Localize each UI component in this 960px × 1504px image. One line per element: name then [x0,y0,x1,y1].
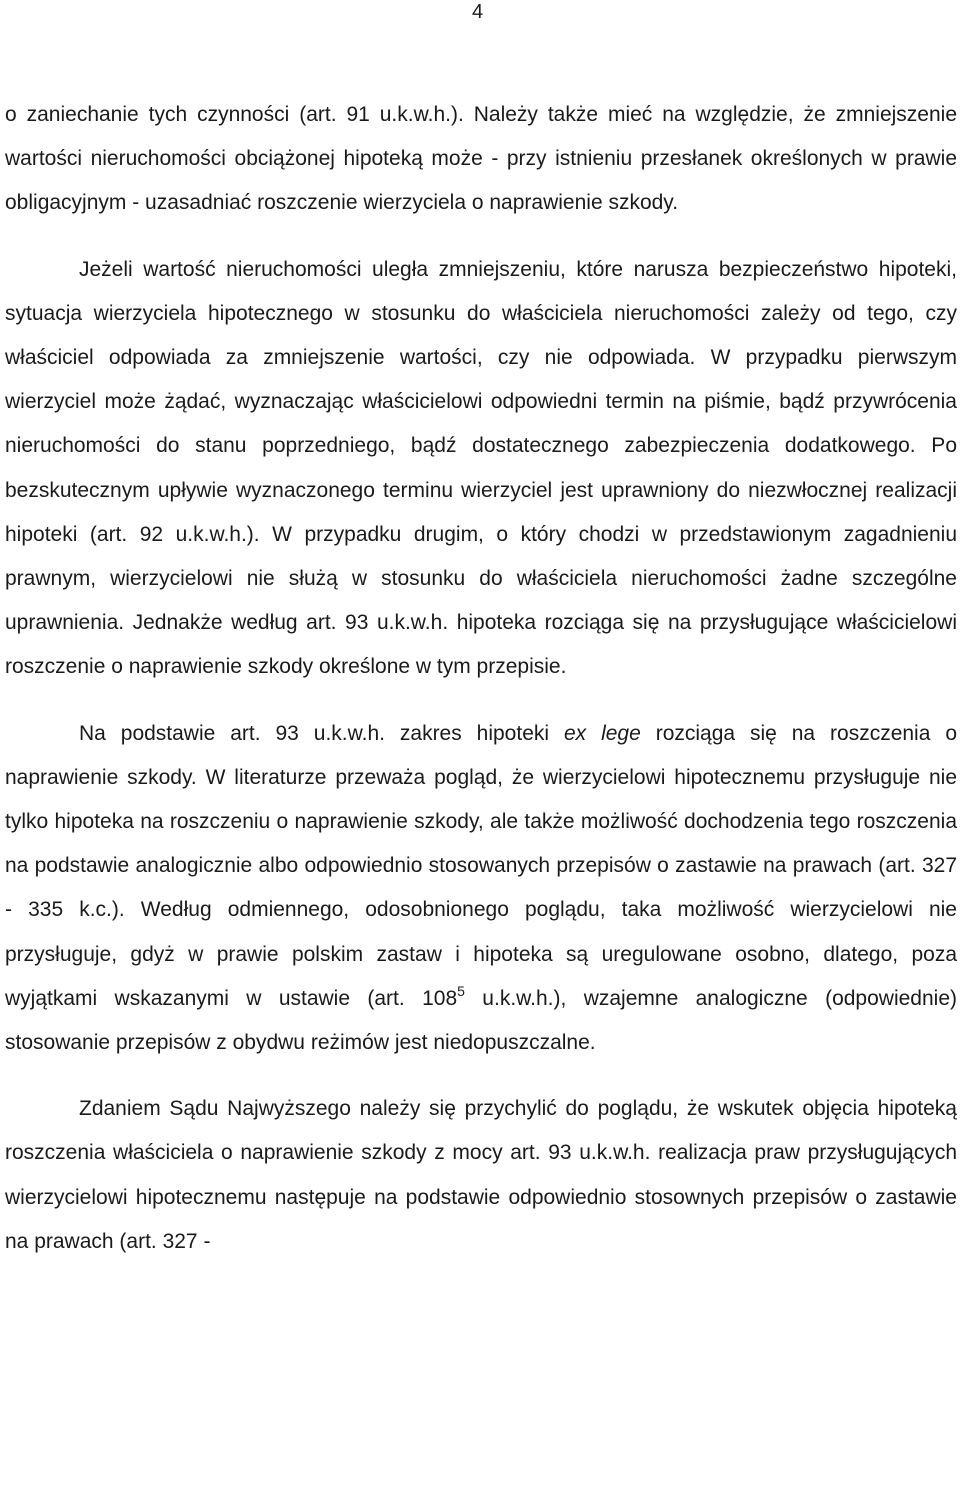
italic-ex: ex [563,721,587,745]
italic-lege: lege [601,721,641,745]
article-superscript: 5 [457,982,465,999]
document-body [5,93,957,1264]
paragraph-1: o zaniechanie tych czynności (art. 91 u.k.w.h.). Należy także mieć na względzie, że zmniejszenie wartości nieruchomości obciążonej hipoteką może - przy istnieniu przesłanek określonych w prawie obligacyjnym - uzasadniać roszczenie wierzyciela o naprawienie szkody. [5,103,957,215]
paragraph-3-text-b: rozciąga się na roszczenia o naprawienie szkody. W literaturze przeważa pogląd, że wierzycielowi hipotecznemu przysługuje nie tylko hipoteka na roszczeniu o naprawienie szkody, ale także możliwość dochodzenia tego roszczenia na podstawie analogicznie albo odpowiednio stosowanych przepisów o zastawie na prawach (art. 327 - 335 k.c.). Według odmiennego, odosobnionego poglądu, taka możliwość wierzycielowi nie przysługuje, gdyż w prawie polskim zastaw i hipoteka są uregulowane osobno, dlatego, poza wyjątkami wskazanymi w ustawie (art. 108 [5,721,957,1010]
paragraph-4: Zdaniem Sądu Najwyższego należy się przychylić do poglądu, że wskutek objęcia hipoteką roszczenia właściciela o naprawienie szkody z mocy art. 93 u.k.w.h. realizacja praw przysługujących wierzycielowi hipotecznemu następuje na podstawie odpowiednio stosownych przepisów o zastawie na prawach (art. 327 - [5,1097,957,1253]
paragraph-3-space [586,722,601,745]
page-number: 4 [472,1,484,23]
paragraph-3-text-a: Na podstawie art. 93 u.k.w.h. zakres hipoteki [79,721,564,745]
paragraph-3-text-c: u.k.w.h.), wzajemne analogiczne (odpowiednie) stosowanie przepisów z obydwu reżimów jest niedopuszczalne. [5,986,957,1055]
paragraph-3 [5,712,957,1066]
paragraph-2: Jeżeli wartość nieruchomości uległa zmniejszeniu, które narusza bezpieczeństwo hipoteki, sytuacja wierzyciela hipotecznego w stosunku do właściciela nieruchomości zależy od tego, czy właściciel odpowiada za zmniejszenie wartości, czy nie odpowiada. W przypadku pierwszym wierzyciel może żądać, wyznaczając właścicielowi odpowiedni termin na piśmie, bądź przywrócenia nieruchomości do stanu poprzedniego, bądź dostatecznego zabezpieczenia dodatkowego. Po bezskutecznym upływie wyznaczonego terminu wierzyciel jest uprawniony do niezwłocznej realizacji hipoteki (art. 92 u.k.w.h.). W przypadku drugim, o który chodzi w przedstawionym zagadnieniu prawnym, wierzycielowi nie służą w stosunku do właściciela nieruchomości żadne szczególne uprawnienia. Jednakże według art. 93 u.k.w.h. hipoteka rozciąga się na przysługujące właścicielowi roszczenie o naprawienie szkody określone w tym przepisie. [5,257,957,679]
